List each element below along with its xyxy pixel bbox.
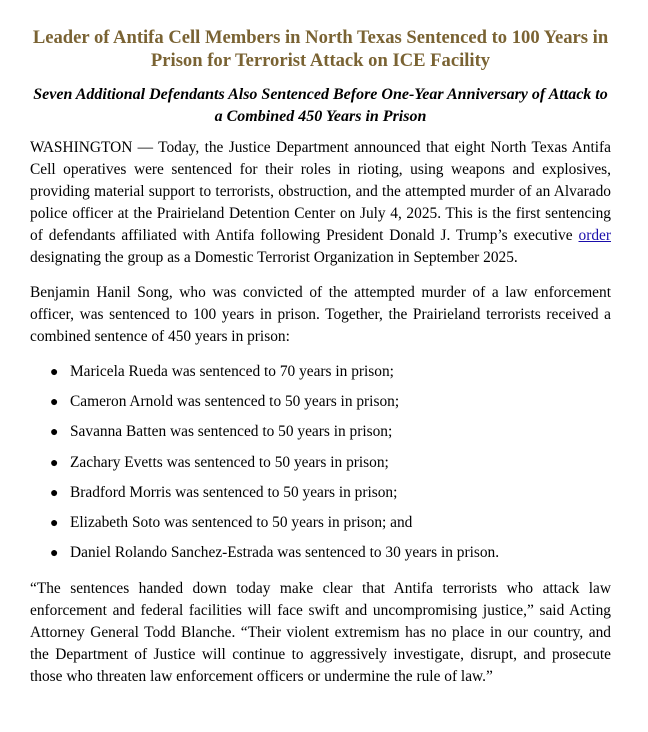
paragraph-quote: “The sentences handed down today make clear that Antifa terrorists who attack law enforcement and federal facilities will face swift and uncompromising justice,” said Acting Attorney General Todd Blanche. “Their violent extremism has no place in our country, and the Department of Justice will continue to aggressively investigate, disrupt, and prosecute those who threaten law enforcement officers or undermine the rule of law.” xyxy=(30,580,611,686)
sentences-list xyxy=(30,361,611,565)
list-item-text: Cameron Arnold was sentenced to 50 years in prison; xyxy=(70,393,400,411)
executive-order-link[interactable]: order xyxy=(578,227,611,244)
list-item xyxy=(50,482,611,505)
list-item xyxy=(50,361,611,384)
bullet-icon: ● xyxy=(50,455,59,471)
list-item xyxy=(50,542,611,565)
list-item xyxy=(50,512,611,535)
list-item-text: Savanna Batten was sentenced to 50 years in prison; xyxy=(70,423,393,441)
list-item-text: Elizabeth Soto was sentenced to 50 years in prison; and xyxy=(70,513,413,531)
intro-text-before-link: WASHINGTON — Today, the Justice Department announced that eight North Texas Antifa Cell operatives were sentenced for their roles in rioting, using weapons and explosives, providing material support to terrorists, obstruction, and the attempted murder of an Alvarado police officer at the Prairieland Detention Center on July 4, 2025. This is the first sentencing of defendants affiliated with Antifa following President Donald J. Trump’s executive xyxy=(30,139,611,244)
bullet-icon: ● xyxy=(50,546,59,562)
list-item-text: Zachary Evetts was sentenced to 50 years in prison; xyxy=(70,453,389,471)
list-item xyxy=(50,391,611,414)
intro-text-after-link: designating the group as a Domestic Terrorist Organization in September 2025. xyxy=(30,249,518,266)
list-item-text: Daniel Rolando Sanchez-Estrada was sentenced to 30 years in prison. xyxy=(70,544,500,562)
bullet-icon: ● xyxy=(50,365,59,380)
paragraph-intro xyxy=(30,137,611,269)
bullet-icon: ● xyxy=(50,425,59,441)
bullet-icon: ● xyxy=(50,485,59,501)
paragraph-sentencing: Benjamin Hanil Song, who was convicted of the attempted murder of a law enforcement officer, was sentenced to 100 years in prison. Together, the Prairieland terrorists received a combined sentence of 450 years in prison: xyxy=(30,284,611,345)
list-item xyxy=(50,421,611,444)
list-item-text: Maricela Rueda was sentenced to 70 years in prison; xyxy=(70,363,394,380)
list-item-text: Bradford Morris was sentenced to 50 years in prison; xyxy=(70,483,398,501)
headline: Leader of Antifa Cell Members in North Texas Sentenced to 100 Years in Prison for Terrorist Attack on ICE Facility xyxy=(32,27,609,71)
subheadline: Seven Additional Defendants Also Sentenced Before One-Year Anniversary of Attack to a Combined 450 Years in Prison xyxy=(33,86,608,125)
bullet-icon: ● xyxy=(50,515,59,531)
bullet-icon: ● xyxy=(50,395,59,411)
list-item xyxy=(50,452,611,475)
